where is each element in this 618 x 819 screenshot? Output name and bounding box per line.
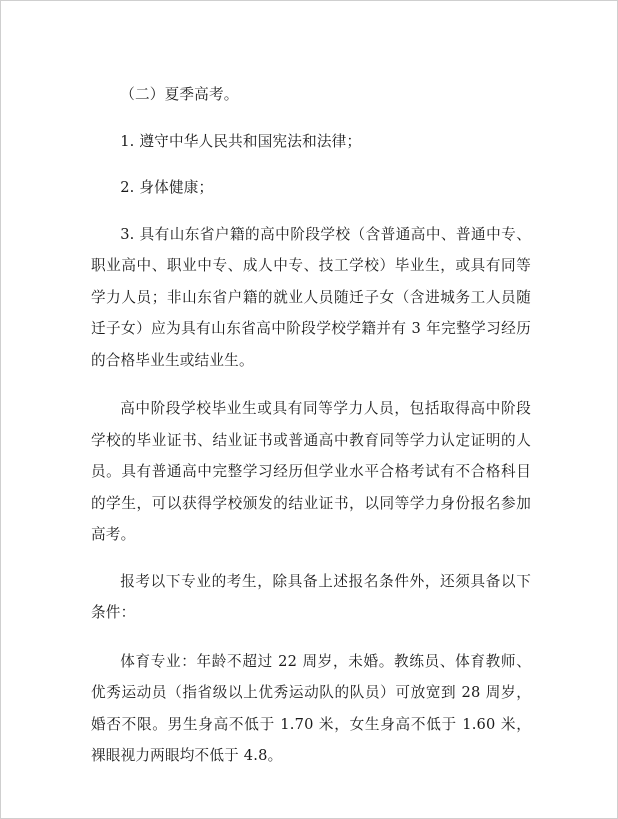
- document-body: [91, 79, 531, 772]
- special-major-intro: 报考以下专业的考生，除具备上述报名条件外，还须具备以下条件：: [91, 572, 531, 621]
- equivalent-qualification-note: 高中阶段学校毕业生或具有同等学力人员，包括取得高中阶段学校的毕业证书、结业证书或普通高中教育同等学力认定证明的人员。具有普通高中完整学习经历但学业水平合格考试有不合格科目的学生，可以获得学校颁发的结业证书，以同等学力身份报名参加高考。: [91, 400, 531, 543]
- paragraph-spacer: [91, 111, 531, 126]
- paragraph-spacer: [91, 551, 531, 566]
- requirement-item-1: 1. 遵守中华人民共和国宪法和法律；: [120, 132, 362, 150]
- requirement-item-3: 3. 具有山东省户籍的高中阶段学校（含普通高中、普通中专、职业高中、职业中专、成人中专、技工学校）毕业生，或具有同等学力人员；非山东省户籍的就业人员随迁子女（含进城务工人员随迁子女）应为具有山东省高中阶段学校学籍并有 3 年完整学习经历的合格毕业生或结业生。: [91, 225, 531, 369]
- requirement-item-2: 2. 身体健康；: [120, 179, 214, 196]
- sports-major-requirements: 体育专业：年龄不超过 22 周岁，未婚。教练员、体育教师、优秀运动员（指省级以上优秀运动队的队员）可放宽到 28 周岁，婚否不限。男生身高不低于 1.70 米，女生身高不低于 1.60 米，裸眼视力两眼均不低于 4.8。: [91, 652, 531, 764]
- paragraph-spacer: [91, 629, 531, 646]
- paragraph-spacer: [91, 157, 531, 172]
- paragraph-spacer: [91, 376, 531, 393]
- section-heading: （二）夏季高考。: [120, 86, 239, 103]
- paragraph-spacer: [91, 204, 531, 219]
